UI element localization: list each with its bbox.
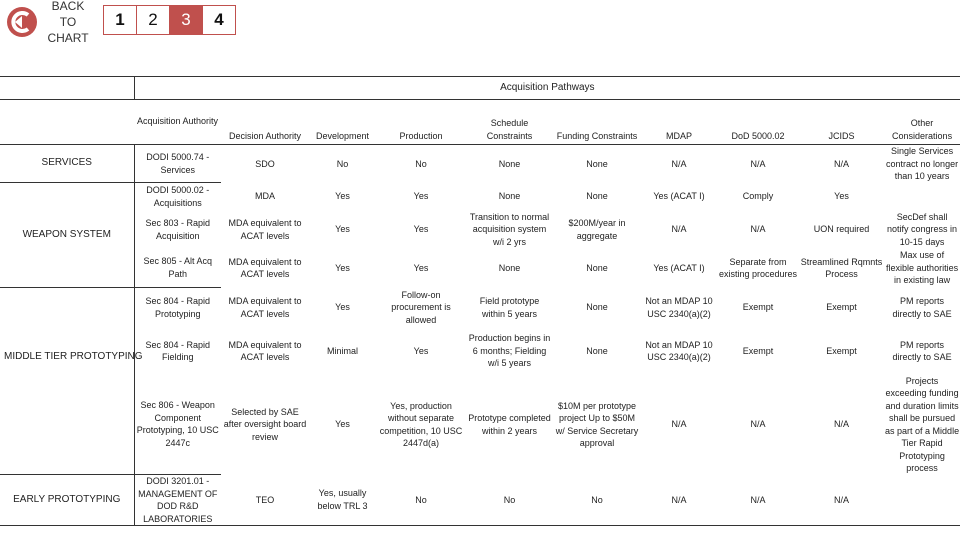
page-1-button[interactable]: 1 (115, 10, 125, 29)
cell: Exempt (826, 345, 857, 356)
cell: PM reports directly to SAE (892, 339, 952, 362)
cell: MDA (255, 191, 275, 202)
cell: Yes (335, 191, 350, 202)
cell: SecDef shall notify congress in 10-15 days (887, 211, 958, 247)
acquisition-pathways-table (0, 76, 960, 526)
cell: None (586, 262, 608, 273)
category-middle-tier-cell (0, 288, 134, 475)
cell: Single Services contract no longer than 10 years (886, 146, 959, 181)
cell: None (586, 191, 608, 202)
header-blank (0, 100, 134, 145)
cell: Yes (335, 302, 350, 313)
cell: DODI 5000.02 - Acquisitions (134, 183, 221, 211)
cell: N/A (750, 419, 766, 430)
cell: None (498, 191, 521, 202)
back-label-line2: CHART (47, 31, 89, 45)
cell: Exempt (742, 302, 774, 313)
cell: Comply (742, 191, 774, 202)
cell: Sec 804 - Rapid Prototyping (134, 288, 221, 328)
cell: N/A (671, 158, 687, 169)
table-row (0, 145, 960, 183)
cell: No (336, 158, 349, 169)
header-row (0, 100, 960, 145)
cell: None (586, 345, 608, 356)
table-row (0, 475, 960, 526)
category-middle-tier-prototyping: MIDDLE TIER PROTOTYPING (4, 351, 143, 362)
table-row (0, 288, 960, 328)
cell: Yes, usually below TRL 3 (309, 475, 376, 526)
cell: No (376, 475, 466, 526)
cell: Field prototype within 5 years (479, 296, 540, 319)
cell: Yes (413, 262, 429, 273)
cell: Yes (335, 224, 350, 235)
cell: N/A (671, 224, 687, 235)
cell: None (498, 262, 521, 273)
cell: No (466, 475, 553, 526)
cell: Minimal (326, 345, 358, 356)
cell: None (586, 158, 608, 169)
page-navigation (103, 5, 236, 35)
cell: Yes (ACAT I) (653, 262, 705, 273)
cell: DODI 3201.01 - MANAGEMENT OF DOD R&D LABORATORIES (134, 475, 221, 526)
page-4-button[interactable]: 4 (202, 6, 235, 34)
cell: MDA equivalent to ACAT levels (228, 256, 302, 279)
cell: SDO (255, 158, 275, 169)
cell: DODI 5000.74 - Services (146, 152, 210, 175)
table-row (0, 183, 960, 211)
category-services: SERVICES (0, 145, 134, 183)
page-3-button[interactable]: 3 (169, 6, 202, 34)
cell: Exempt (826, 302, 857, 313)
cell: Yes (335, 262, 350, 273)
header-production: Production (376, 100, 466, 145)
cell: MDA equivalent to ACAT levels (228, 339, 302, 362)
cell: PM reports directly to SAE (892, 296, 952, 319)
table-row (0, 375, 960, 475)
category-weapon-system: WEAPON SYSTEM (0, 183, 134, 288)
cell: No (415, 158, 427, 169)
table-title: Acquisition Pathways (134, 77, 960, 100)
header-dod-5000: DoD 5000.02 (717, 100, 799, 145)
cell: N/A (833, 419, 849, 430)
cell: UON required (813, 224, 870, 235)
cell: Prototype completed within 2 years (468, 413, 551, 436)
back-label-line1: BACK TO (51, 0, 85, 29)
back-to-chart-label (42, 0, 94, 46)
cell: Yes, production without separate competition, 10 USC 2447d(a) (379, 400, 463, 448)
cell: Transition to normal acquisition system w/i 2 yrs (469, 211, 550, 247)
page-2-button[interactable]: 2 (136, 6, 169, 34)
cell: N/A (799, 475, 884, 526)
cell: N/A (641, 475, 717, 526)
cell: N/A (717, 475, 799, 526)
header-acquisition-authority: Acquisition Authority (134, 100, 221, 145)
cell: Selected by SAE after oversight board review (223, 406, 307, 442)
cell: Production begins in 6 months; Fielding w/i 5 years (468, 333, 551, 369)
cell: N/A (750, 158, 766, 169)
cell: Yes (413, 191, 429, 202)
cell: $200M/year in aggregate (568, 218, 626, 241)
cell: Projects exceeding funding and duration limits shall be pursued as part of a Middle Tier Rapid Prototyping process (885, 375, 960, 473)
cell: $10M per prototype project Up to $50M w/ Service Secretary approval (555, 400, 639, 448)
back-arrow-icon (6, 6, 38, 38)
cell: MDA equivalent to ACAT levels (228, 296, 302, 319)
cell: N/A (833, 158, 849, 169)
cell: N/A (671, 419, 687, 430)
table-row (0, 249, 960, 288)
cell: Follow-on procurement is allowed (391, 289, 451, 325)
header-mdap: MDAP (641, 100, 717, 145)
cell (884, 183, 960, 211)
header-funding-constraints: Funding Constraints (553, 100, 641, 145)
cell: N/A (750, 224, 766, 235)
cell (884, 475, 960, 526)
cell: Yes (834, 191, 849, 202)
cell: Streamlined Rqmnts Process (800, 256, 883, 279)
cell: Sec 805 - Alt Acq Path (143, 256, 213, 279)
cell: None (498, 158, 521, 169)
cell: Separate from existing procedures (718, 256, 798, 279)
cell: Sec 803 - Rapid Acquisition (145, 218, 211, 241)
cell: MDA equivalent to ACAT levels (228, 218, 302, 241)
cell: Yes (ACAT I) (653, 191, 705, 202)
cell: TEO (221, 475, 309, 526)
cell: Yes (413, 345, 429, 356)
cell: Sec 806 - Weapon Component Prototyping, 10 USC 2447c (136, 400, 219, 448)
cell: Not an MDAP 10 USC 2340(a)(2) (645, 296, 713, 319)
cell: Sec 804 - Rapid Fielding (145, 339, 211, 362)
header-schedule-constraints: Schedule Constraints (466, 100, 553, 145)
cell: No (553, 475, 641, 526)
category-early-prototyping: EARLY PROTOTYPING (0, 475, 134, 526)
back-to-chart-button[interactable] (6, 0, 98, 45)
header-decision-authority: Decision Authority (221, 100, 309, 145)
table-row (0, 328, 960, 375)
cell: Yes (413, 224, 429, 235)
cell: Exempt (742, 345, 774, 356)
corner-cell (0, 77, 134, 100)
header-development: Development (309, 100, 376, 145)
cell: Not an MDAP 10 USC 2340(a)(2) (645, 339, 713, 362)
table-row (0, 211, 960, 249)
cell: Yes (335, 419, 350, 430)
cell: Max use of flexible authorities in existing law (886, 250, 959, 286)
cell: None (586, 302, 608, 313)
header-jcids: JCIDS (799, 100, 884, 145)
header-other-considerations: Other Considerations (884, 100, 960, 145)
